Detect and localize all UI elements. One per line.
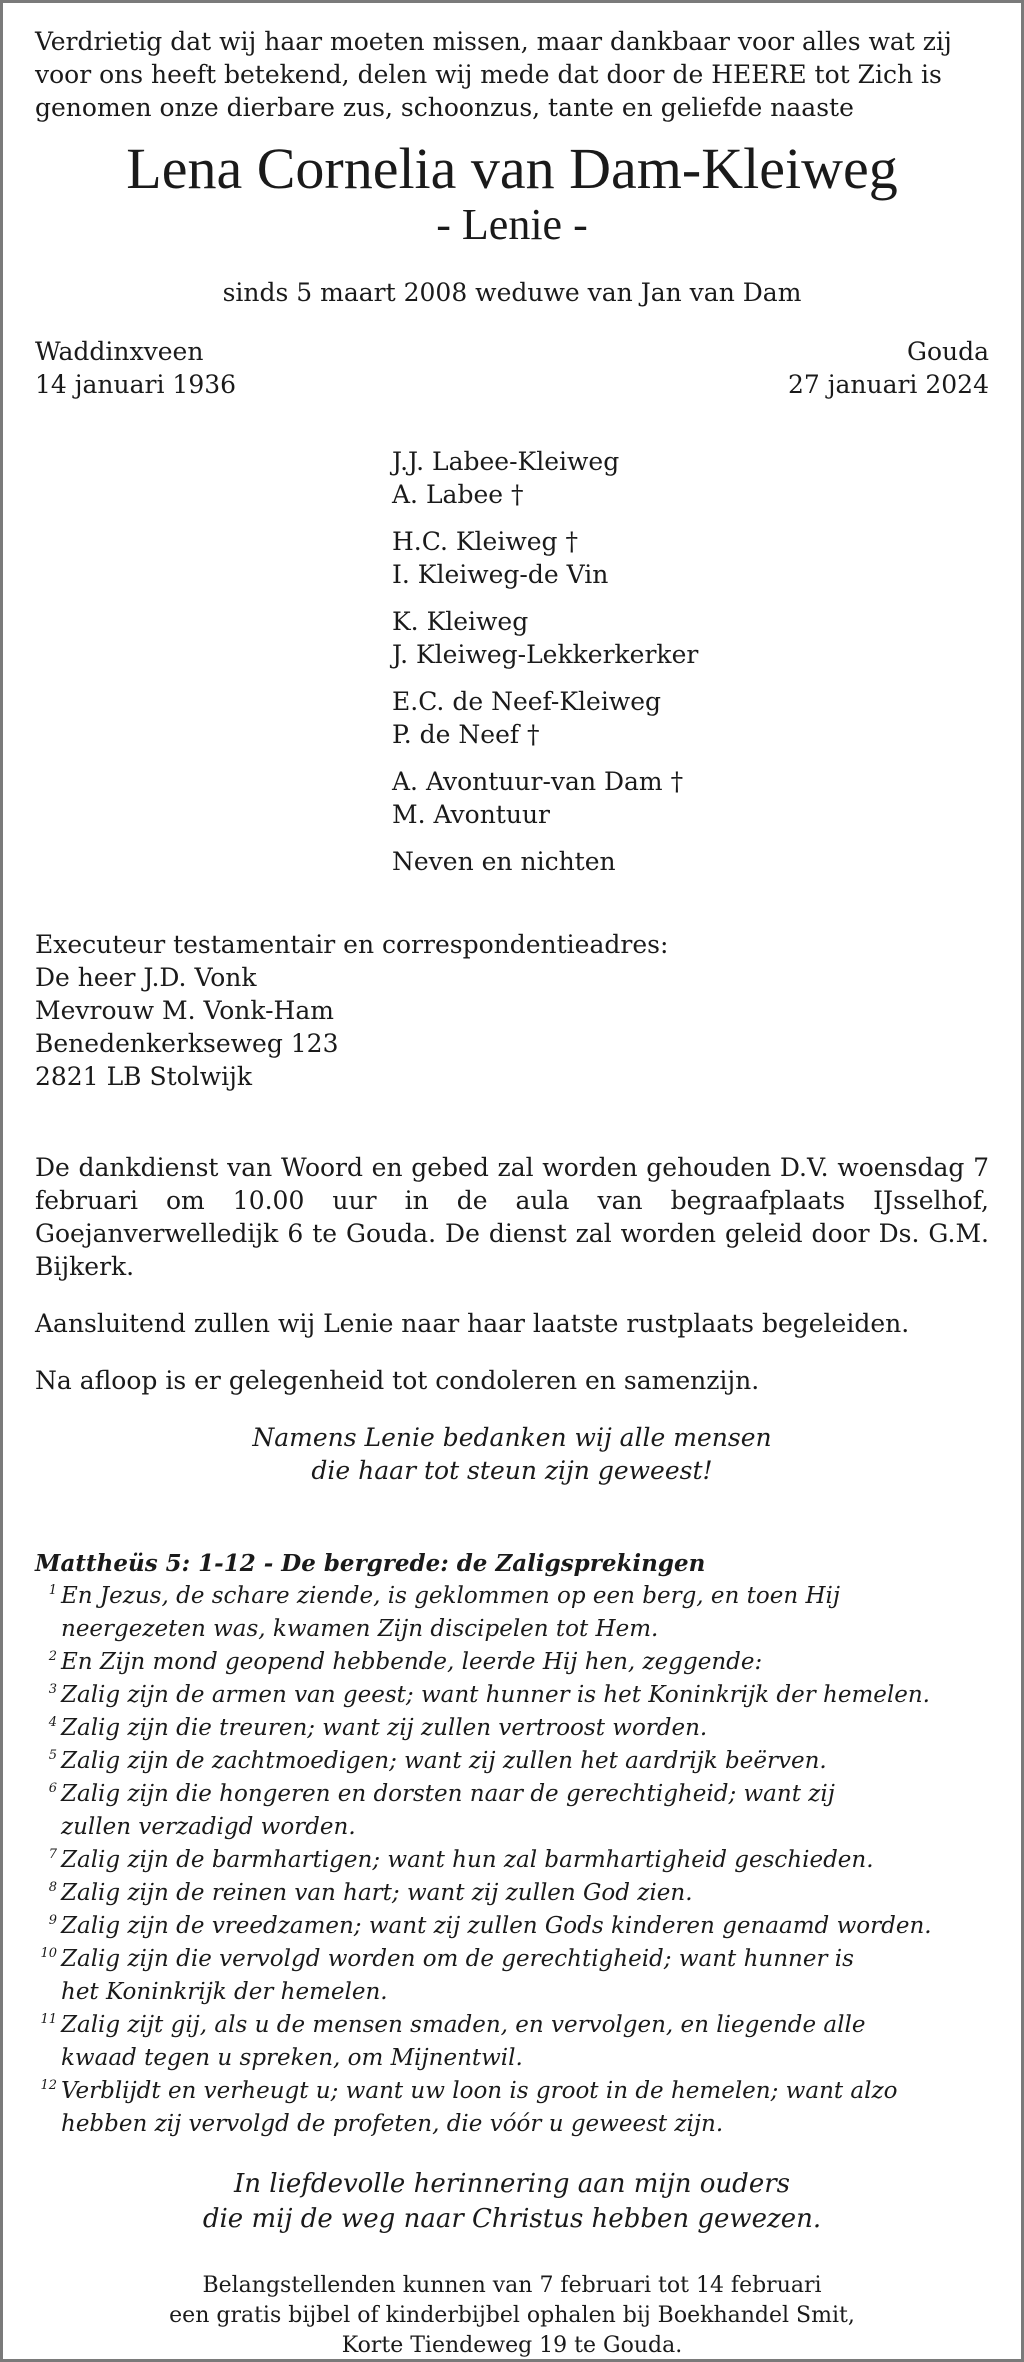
- verse-line: het Koninkrijk der hemelen.: [61, 1979, 388, 2005]
- birth-place: Waddinxveen: [35, 337, 204, 366]
- executor-address: [35, 928, 989, 1093]
- thanks-note: [35, 1421, 989, 1487]
- verse-number: 12: [40, 2078, 57, 2093]
- verse-line: En Zijn mond geopend hebbende, leerde Hij hen, zeggende:: [61, 1649, 763, 1675]
- bookshop-note: [35, 2271, 989, 2361]
- birth-info: [35, 335, 236, 401]
- verse: [35, 1679, 989, 1712]
- verse-line: Zalig zijn die treuren; want zij zullen vertroost worden.: [61, 1715, 708, 1741]
- verse-text: [61, 1910, 932, 1943]
- verse-text: [61, 1679, 930, 1712]
- death-date: 27 januari 2024: [787, 370, 989, 399]
- verse-number: 11: [40, 2012, 57, 2027]
- family-member: M. Avontuur: [392, 800, 551, 829]
- executor-line: Benedenkerkseweg 123: [35, 1029, 339, 1058]
- family-member: P. de Neef †: [392, 720, 540, 749]
- executor-line: Mevrouw M. Vonk-Ham: [35, 996, 334, 1025]
- memory-note: [35, 2167, 989, 2237]
- verse: [35, 1910, 989, 1943]
- death-info: [788, 335, 989, 401]
- verse-number: 8: [48, 1880, 57, 1895]
- verse-line: Zalig zijn de barmhartigen; want hun zal barmhartigheid geschieden.: [61, 1847, 874, 1873]
- family-member: I. Kleiweg-de Vin: [392, 560, 609, 589]
- verse-line: Zalig zijn de reinen van hart; want zij zullen God zien.: [61, 1880, 693, 1906]
- intro-line: voor ons heeft betekend, delen wij mede dat door de HEERE tot Zich is: [35, 60, 942, 89]
- birth-death-block: [35, 335, 989, 401]
- family-group: [392, 525, 989, 591]
- verse-line: Verblijdt en verheugt u; want uw loon is groot in de hemelen; want alzo: [61, 2078, 898, 2104]
- widow-note: sinds 5 maart 2008 weduwe van Jan van Dam: [222, 278, 802, 307]
- verse: [35, 1646, 989, 1679]
- service-info: [35, 1151, 989, 1397]
- family-member: K. Kleiweg: [392, 607, 529, 636]
- family-member: E.C. de Neef-Kleiweg: [392, 687, 662, 716]
- bookshop-line: een gratis bijbel of kinderbijbel ophalen bij Boekhandel Smit,: [169, 2303, 855, 2328]
- verse: [35, 1877, 989, 1910]
- verse-text: [61, 1646, 762, 1679]
- verse-line: zullen verzadigd worden.: [61, 1814, 356, 1840]
- verse-line: Zalig zijt gij, als u de mensen smaden, en vervolgen, en liegende alle: [61, 2012, 866, 2038]
- verse: [35, 1580, 989, 1646]
- verse-line: Zalig zijn die vervolgd worden om de gerechtigheid; want hunner is: [61, 1946, 854, 1972]
- family-group: [392, 605, 989, 671]
- verse-number: 9: [48, 1913, 57, 1928]
- verse-line: Zalig zijn de zachtmoedigen; want zij zullen het aardrijk beërven.: [61, 1748, 827, 1774]
- verse-number: 4: [48, 1715, 57, 1730]
- family-group: [392, 445, 989, 511]
- verse: [35, 1844, 989, 1877]
- verse-text: [61, 1943, 854, 2009]
- family-member: Neven en nichten: [392, 847, 616, 876]
- verse-number: 10: [40, 1946, 57, 1961]
- verse-text: [61, 1877, 693, 1910]
- verse-line: En Jezus, de schare ziende, is geklommen op een berg, en toen Hij: [61, 1583, 841, 1609]
- verse: [35, 1943, 989, 2009]
- verse-number: 7: [48, 1847, 57, 1862]
- verse-text: [61, 2075, 897, 2141]
- intro-line: genomen onze dierbare zus, schoonzus, tante en geliefde naaste: [35, 93, 854, 122]
- intro-line: Verdrietig dat wij haar moeten missen, maar dankbaar voor alles wat zij: [35, 27, 952, 56]
- bookshop-line: Belangstellenden kunnen van 7 februari tot 14 februari: [202, 2273, 822, 2298]
- memory-line: In liefdevolle herinnering aan mijn ouders: [234, 2169, 790, 2199]
- memory-line: die mij de weg naar Christus hebben gewezen.: [202, 2204, 822, 2234]
- service-paragraph: De dankdienst van Woord en gebed zal worden gehouden D.V. woensdag 7 februari om 10.00 uur in de aula van begraafplaats IJsselhof, Goejanverwelledijk 6 te Gouda. De dienst zal worden geleid door Ds. G.M. Bijkerk.: [35, 1153, 989, 1281]
- family-member: J. Kleiweg-Lekkerkerker: [392, 640, 699, 669]
- verse-text: [61, 1778, 835, 1844]
- family-member: J.J. Labee-Kleiweg: [392, 447, 620, 476]
- verse: [35, 1745, 989, 1778]
- verse-number: 1: [48, 1583, 57, 1598]
- verse-text: [61, 1580, 840, 1646]
- thanks-line: Namens Lenie bedanken wij alle mensen: [252, 1423, 772, 1452]
- verse-line: Zalig zijn de vreedzamen; want zij zullen Gods kinderen genaamd worden.: [61, 1913, 932, 1939]
- family-group: [392, 845, 989, 878]
- verse-line: kwaad tegen u spreken, om Mijnentwil.: [61, 2045, 523, 2071]
- bible-title: Mattheüs 5: 1-12 - De bergrede: de Zaligsprekingen: [35, 1550, 706, 1577]
- verse: [35, 1778, 989, 1844]
- verse: [35, 2075, 989, 2141]
- verse-line: neergezeten was, kwamen Zijn discipelen tot Hem.: [61, 1616, 659, 1642]
- verse-line: Zalig zijn de armen van geest; want hunner is het Koninkrijk der hemelen.: [61, 1682, 930, 1708]
- verse-number: 5: [48, 1748, 57, 1763]
- executor-line: De heer J.D. Vonk: [35, 963, 257, 992]
- verse-text: [61, 1844, 874, 1877]
- verse-number: 3: [48, 1682, 57, 1697]
- verse-number: 2: [48, 1649, 57, 1664]
- executor-line: 2821 LB Stolwijk: [35, 1062, 253, 1091]
- verse: [35, 1712, 989, 1745]
- intro-text: [35, 25, 989, 124]
- verse-number: 6: [48, 1781, 57, 1796]
- family-group: [392, 765, 989, 831]
- birth-date: 14 januari 1936: [35, 370, 237, 399]
- verse: [35, 2009, 989, 2075]
- family-member: A. Avontuur-van Dam †: [392, 767, 684, 796]
- verse-line: Zalig zijn die hongeren en dorsten naar de gerechtigheid; want zij: [61, 1781, 835, 1807]
- family-member: H.C. Kleiweg †: [392, 527, 578, 556]
- deceased-nickname: - Lenie -: [436, 200, 588, 249]
- deceased-name: Lena Cornelia van Dam-Kleiweg: [126, 136, 898, 201]
- family-member: A. Labee †: [392, 480, 524, 509]
- family-list: [392, 445, 989, 878]
- death-place: Gouda: [906, 337, 989, 366]
- bible-passage: [35, 1547, 989, 2141]
- family-group: [392, 685, 989, 751]
- verse-text: [61, 2009, 865, 2075]
- verse-text: [61, 1745, 827, 1778]
- service-paragraph: Na afloop is er gelegenheid tot condoleren en samenzijn.: [35, 1366, 760, 1395]
- verse-text: [61, 1712, 707, 1745]
- thanks-line: die haar tot steun zijn geweest!: [311, 1456, 713, 1485]
- verse-line: hebben zij vervolgd de profeten, die vóór u geweest zijn.: [61, 2111, 724, 2137]
- verse-list: [35, 1580, 989, 2141]
- executor-line: Executeur testamentair en correspondentieadres:: [35, 930, 669, 959]
- bookshop-line: Korte Tiendeweg 19 te Gouda.: [341, 2333, 683, 2358]
- service-paragraph: Aansluitend zullen wij Lenie naar haar laatste rustplaats begeleiden.: [35, 1309, 910, 1338]
